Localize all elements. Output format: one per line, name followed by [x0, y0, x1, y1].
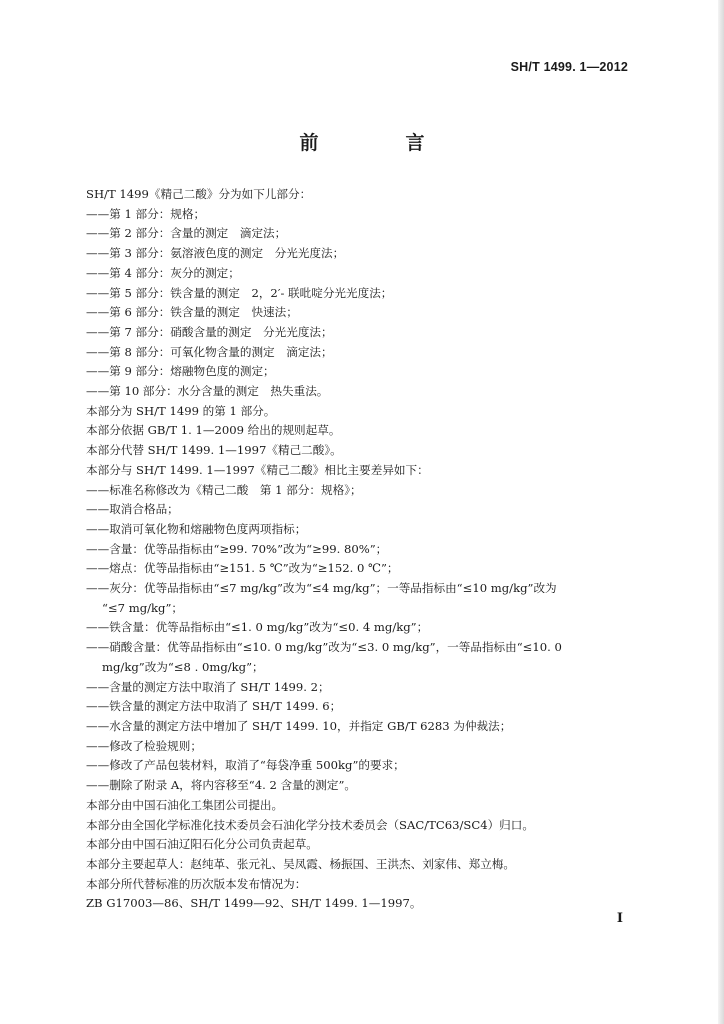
- paragraph-line: 本部分与 SH/T 1499. 1—1997《精己二酸》相比主要差异如下：: [86, 462, 429, 477]
- list-item-continuation: “≤7 mg/kg”；: [102, 600, 183, 615]
- list-item: ——水含量的测定方法中增加了 SH/T 1499. 10，并指定 GB/T 6283 为仲裁法；: [86, 718, 512, 733]
- list-item: ——第 3 部分：氨溶液色度的测定 分光光度法；: [86, 246, 345, 261]
- list-item: ——铁含量：优等品指标由“≤1. 0 mg/kg”改为“≤0. 4 mg/kg”；: [86, 620, 429, 635]
- list-item: ——第 2 部分：含量的测定 滴定法；: [86, 226, 287, 241]
- list-item: ——第 1 部分：规格；: [86, 206, 206, 221]
- list-item: ——取消可氧化物和熔融物色度两项指标；: [86, 521, 307, 536]
- list-item: ——含量的测定方法中取消了 SH/T 1499. 2；: [86, 679, 330, 694]
- list-item: ——第 9 部分：熔融物色度的测定；: [86, 364, 275, 379]
- paragraph-line: 本部分主要起草人：赵纯革、张元礼、吴凤霞、杨振国、王洪杰、刘家伟、郑立梅。: [86, 856, 515, 871]
- list-item: ——修改了产品包装材料，取消了“每袋净重 500kg”的要求；: [86, 758, 405, 773]
- list-item: ——熔点：优等品指标由“≥151. 5 ℃”改为“≥152. 0 ℃”；: [86, 561, 399, 576]
- list-item: ——第 4 部分：灰分的测定；: [86, 265, 240, 280]
- page-number: I: [616, 911, 623, 926]
- list-item: ——第 5 部分：铁含量的测定 2，2′- 联吡啶分光光度法；: [86, 285, 393, 300]
- list-item: ——第 8 部分：可氧化物含量的测定 滴定法；: [86, 344, 333, 359]
- paragraph-line: 本部分代替 SH/T 1499. 1—1997《精己二酸》。: [86, 443, 342, 458]
- list-item: ——删除了附录 A，将内容移至“4. 2 含量的测定”。: [86, 778, 357, 793]
- paragraph-line: 本部分依据 GB/T 1. 1—2009 给出的规则起草。: [86, 423, 341, 438]
- list-item: ——第 6 部分：铁含量的测定 快速法；: [86, 305, 298, 320]
- paragraph-line: 本部分由全国化学标准化技术委员会石油化学分技术委员会（SAC/TC63/SC4）归口。: [86, 817, 534, 832]
- paragraph-line: 本部分由中国石油辽阳石化分公司负责起草。: [86, 837, 318, 852]
- list-item: ——含量：优等品指标由“≥99. 70%”改为“≥99. 80%”；: [86, 541, 388, 556]
- list-item: ——第 7 部分：硝酸含量的测定 分光光度法；: [86, 324, 333, 339]
- paragraph-line: SH/T 1499《精己二酸》分为如下儿部分：: [86, 187, 312, 201]
- standard-code-header: SH/T 1499. 1—2012: [510, 60, 628, 74]
- list-item: ——第 10 部分：水分含量的测定 热失重法。: [86, 384, 329, 399]
- foreword-body: [86, 185, 646, 914]
- list-item: ——修改了检验规则；: [86, 738, 202, 753]
- list-item-continuation: mg/kg”改为“≤8 . 0mg/kg”；: [102, 659, 264, 674]
- list-item: ——标准名称修改为《精己二酸 第 1 部分：规格》；: [86, 482, 362, 497]
- list-item: ——硝酸含量：优等品指标由“≤10. 0 mg/kg”改为“≤3. 0 mg/kg”，一等品指标由“≤10. 0: [86, 640, 562, 655]
- list-item: ——灰分：优等品指标由“≤7 mg/kg”改为“≤4 mg/kg”；一等品指标由“≤10 mg/kg”改为: [86, 581, 557, 596]
- paragraph-line: ZB G17003—86、SH/T 1499—92、SH/T 1499. 1—1997。: [86, 896, 422, 911]
- list-item: ——取消合格品；: [86, 502, 179, 517]
- paragraph-line: 本部分由中国石油化工集团公司提出。: [86, 797, 284, 812]
- paragraph-line: 本部分所代替标准的历次版本发布情况为：: [86, 876, 307, 891]
- page-title: 前 言: [299, 132, 459, 154]
- paragraph-line: 本部分为 SH/T 1499 的第 1 部分。: [86, 403, 276, 418]
- list-item: ——铁含量的测定方法中取消了 SH/T 1499. 6；: [86, 699, 342, 714]
